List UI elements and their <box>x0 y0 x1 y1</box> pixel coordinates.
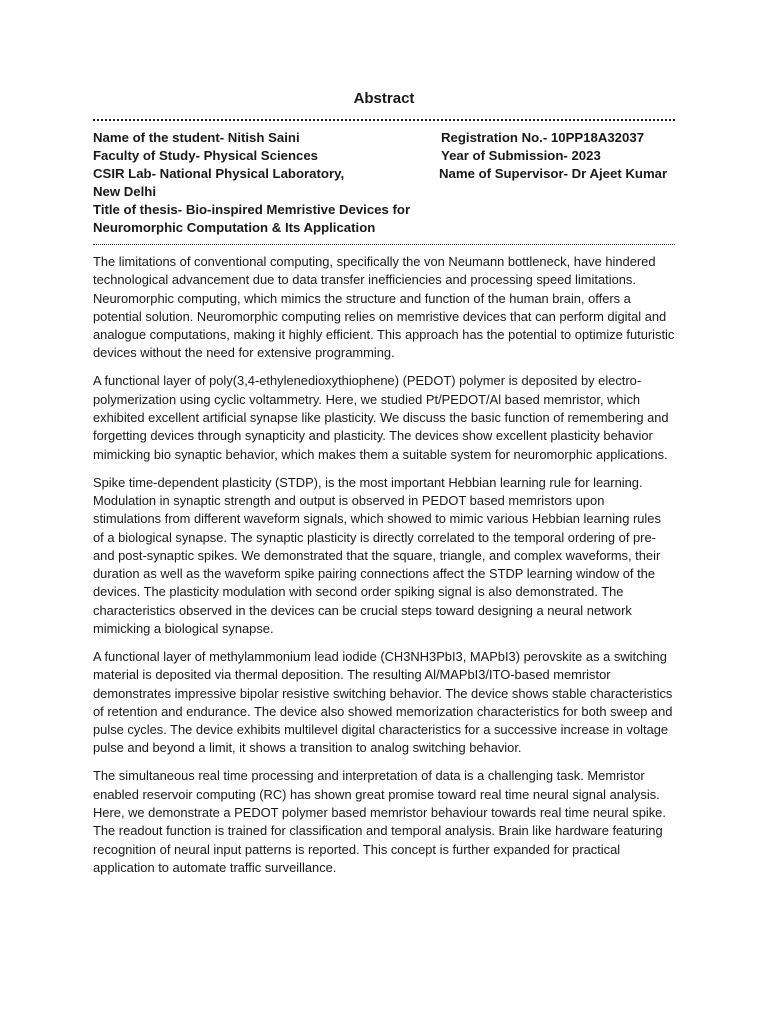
meta-row-5 <box>93 201 675 219</box>
meta-row-6 <box>93 219 675 237</box>
thesis-title-line-2: Neuromorphic Computation & Its Application <box>93 220 376 235</box>
registration-number: Registration No.- 10PP18A32037 <box>441 130 645 145</box>
supervisor-name: Name of Supervisor- Dr Ajeet Kumar <box>439 166 668 181</box>
meta-row-3 <box>93 165 675 183</box>
student-name: Name of the student- Nitish Saini <box>93 130 300 145</box>
abstract-paragraph: A functional layer of methylammonium lead iodide (CH3NH3PbI3, MAPbI3) perovskite as a switching material is deposited via thermal deposition. The resulting Al/MAPbI3/ITO-based memristor demonstrates impressive bipolar resistive switching behavior. The device shows stable characteristics of retention and endurance. The device also showed memorization characteristics for both sweep and pulse cycles. The device exhibits multilevel digital characteristics for a successive increase in voltage pulse and beyond a limit, it shows a transition to analog switching behavior. <box>93 649 673 756</box>
meta-row-4 <box>93 183 675 201</box>
abstract-paragraph: Spike time-dependent plasticity (STDP), is the most important Hebbian learning rule for learning. Modulation in synaptic strength and output is observed in PEDOT based memristors upon stimulations from different waveform signals, which showed to mimic various Hebbian learning rules of a biological synapse. The synaptic plasticity is directly correlated to the temporal ordering of pre-and post-synaptic spikes. We demonstrated that the square, triangle, and complex waveforms, their duration as well as the waveform spike pairing connections affect the STDP learning window of the devices. The plasticity modulation with second order spiking signal is also demonstrated. The characteristics observed in the devices can be crucial steps toward designing a neural network mimicking a biological synapse. <box>93 474 661 637</box>
thesis-metadata <box>93 129 675 237</box>
abstract-paragraph: The simultaneous real time processing and interpretation of data is a challenging task. Memristor enabled reservoir computing (RC) has shown great promise toward real time neural signal analysis. Here, we demonstrate a PEDOT polymer based memristor behaviour towards real time neural spike. The readout function is trained for classification and temporal analysis. Brain like hardware featuring recognition of neural input patterns is reported. This concept is further expanded for practical application to automate traffic surveillance. <box>93 768 666 875</box>
dotted-divider-top <box>93 119 675 125</box>
csir-lab-city: New Delhi <box>93 184 157 199</box>
page-title: Abstract <box>353 90 415 107</box>
meta-row-1 <box>93 129 675 147</box>
thesis-title-line-1: Title of thesis- Bio-inspired Memristive Devices for <box>93 202 411 217</box>
csir-lab: CSIR Lab- National Physical Laboratory, <box>93 166 345 181</box>
abstract-paragraph: The limitations of conventional computing, specifically the von Neumann bottleneck, have hindered technological advancement due to data transfer inefficiencies and processing speed limitations. Neuromorphic computing, which mimics the structure and function of the human brain, offers a potential solution. Neuromorphic computing relies on memristive devices that can perform digital and analogue computations, making it highly efficient. This approach has the potential to optimize futuristic devices without the need for extensive programming. <box>93 254 675 361</box>
meta-row-2 <box>93 147 675 165</box>
abstract-paragraph: A functional layer of poly(3,4-ethylenedioxythiophene) (PEDOT) polymer is deposited by electro-polymerization using cyclic voltammetry. Here, we studied Pt/PEDOT/Al based memristor, which exhibited excellent artificial synapse like plasticity. We discuss the basic function of remembering and forgetting devices through synapticity and plasticity. The devices show excellent plasticity behavior mimicking bio synaptic behavior, which makes them a suitable system for neuromorphic applications. <box>93 373 669 462</box>
year-of-submission: Year of Submission- 2023 <box>441 148 601 163</box>
dotted-divider-bottom <box>93 244 675 249</box>
abstract-body <box>93 253 675 887</box>
faculty-of-study: Faculty of Study- Physical Sciences <box>93 148 318 163</box>
